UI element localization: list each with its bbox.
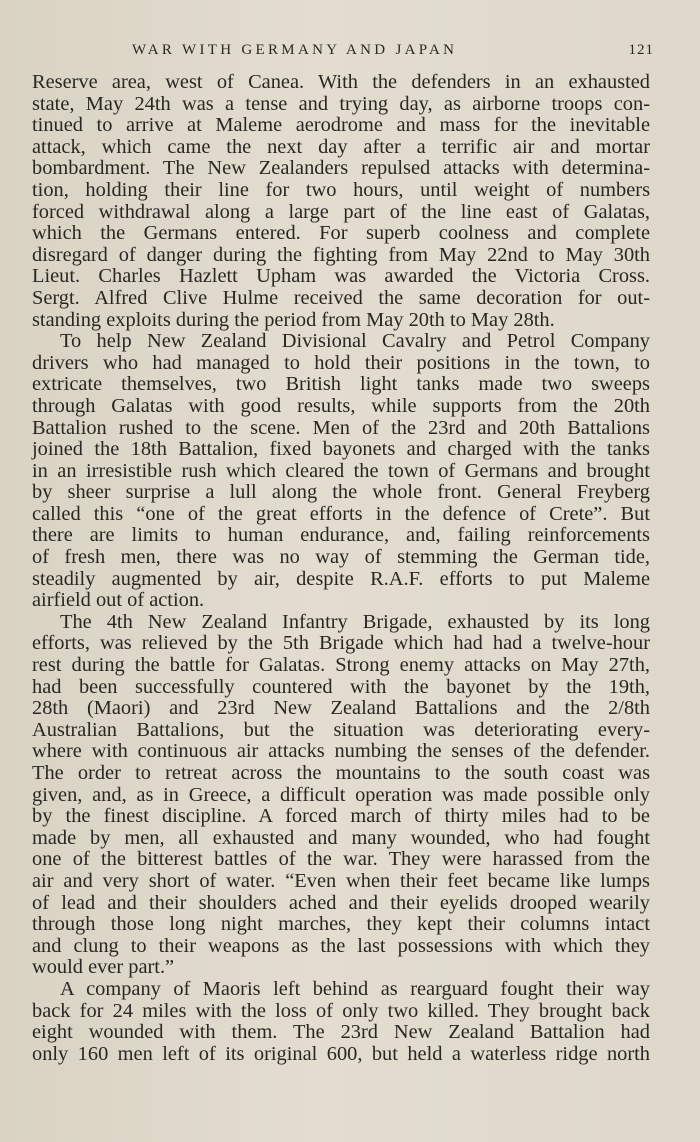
text-line: bombardment. The New Zealanders repulsed attacks with determina- [32, 157, 650, 180]
text-line: forced withdrawal along a large part of the line east of Galatas, [32, 200, 650, 223]
text-line: back for 24 miles with the loss of only two killed. They brought back [32, 999, 650, 1022]
text-line: by the finest discipline. A forced march of thirty miles had to be [32, 805, 650, 828]
text-line: standing exploits during the period from May 20th to May 28th. [32, 308, 555, 331]
text-line: through those long night marches, they kept their columns intact [32, 913, 650, 936]
text-line: and clung to their weapons as the last possessions with which they [32, 934, 650, 957]
text-line: Lieut. Charles Hazlett Upham was awarded the Victoria Cross. [32, 265, 650, 288]
text-line: Reserve area, west of Canea. With the defenders in an exhausted [32, 71, 650, 93]
running-head [32, 42, 654, 64]
text-line: of lead and their shoulders ached and their eyelids drooped wearily [32, 891, 650, 914]
text-line: To help New Zealand Divisional Cavalry and Petrol Company [60, 330, 650, 353]
text-line: Sergt. Alfred Clive Hulme received the same decoration for out- [32, 286, 650, 309]
text-line: called this “one of the great efforts in the defence of Crete”. But [32, 502, 650, 525]
text-line: where with continuous air attacks numbing the senses of the defender. [32, 740, 650, 763]
text-line: through Galatas with good results, while supports from the 20th [32, 394, 650, 417]
text-line: given, and, as in Greece, a difficult operation was made possible only [32, 783, 650, 806]
text-line: drivers who had managed to hold their positions in the town, to [32, 351, 650, 374]
text-line: steadily augmented by air, despite R.A.F. efforts to put Maleme [32, 567, 650, 590]
text-line: which the Germans entered. For superb coolness and complete [32, 222, 650, 245]
text-line: efforts, was relieved by the 5th Brigade which had had a twelve-hour [32, 632, 650, 655]
running-title: WAR WITH GERMANY AND JAPAN [132, 42, 458, 58]
text-line: air and very short of water. “Even when their feet became like lumps [32, 869, 650, 892]
text-line: tinued to arrive at Maleme aerodrome and mass for the inevitable [32, 114, 650, 137]
text-line: eight wounded with them. The 23rd New Zealand Battalion had [32, 1021, 650, 1044]
text-line: A company of Maoris left behind as rearguard fought their way [60, 977, 650, 1000]
text-line: had been successfully countered with the bayonet by the 19th, [32, 675, 650, 698]
text-line: in an irresistible rush which cleared the town of Germans and brought [32, 459, 650, 482]
text-line: there are limits to human endurance, and, failing reinforcements [32, 524, 650, 547]
text-line: disregard of danger during the fighting from May 22nd to May 30th [32, 243, 650, 266]
text-line: The order to retreat across the mountains to the south coast was [32, 762, 650, 784]
text-line: Australian Battalions, but the situation was deteriorating every- [32, 718, 650, 741]
text-line: made by men, all exhausted and many wounded, who had fought [32, 826, 650, 849]
page-number: 121 [628, 42, 654, 58]
text-line: The 4th New Zealand Infantry Brigade, exhausted by its long [60, 610, 650, 633]
text-line: would ever part.” [32, 956, 175, 979]
text-line: of fresh men, there was no way of stemming the German tide, [32, 546, 650, 569]
text-line: Battalion rushed to the scene. Men of the 23rd and 20th Battalions [32, 416, 650, 439]
text-line: airfield out of action. [32, 589, 205, 612]
text-line: state, May 24th was a tense and trying day, as airborne troops con- [32, 92, 650, 115]
text-line: by sheer surprise a lull along the whole front. General Freyberg [32, 481, 650, 504]
text-line: attack, which came the next day after a terrific air and mortar [32, 135, 650, 158]
text-line: only 160 men left of its original 600, but held a waterless ridge north [32, 1042, 650, 1065]
text-line: joined the 18th Battalion, fixed bayonets and charged with the tanks [32, 438, 650, 461]
text-line: extricate themselves, two British light tanks made two sweeps [32, 373, 650, 396]
text-line: rest during the battle for Galatas. Strong enemy attacks on May 27th, [32, 654, 650, 677]
text-line: 28th (Maori) and 23rd New Zealand Battalions and the 2/8th [32, 697, 650, 720]
body-text [32, 72, 650, 1065]
text-line: one of the bitterest battles of the war. They were harassed from the [32, 848, 650, 871]
text-line: tion, holding their line for two hours, until weight of numbers [32, 178, 650, 201]
